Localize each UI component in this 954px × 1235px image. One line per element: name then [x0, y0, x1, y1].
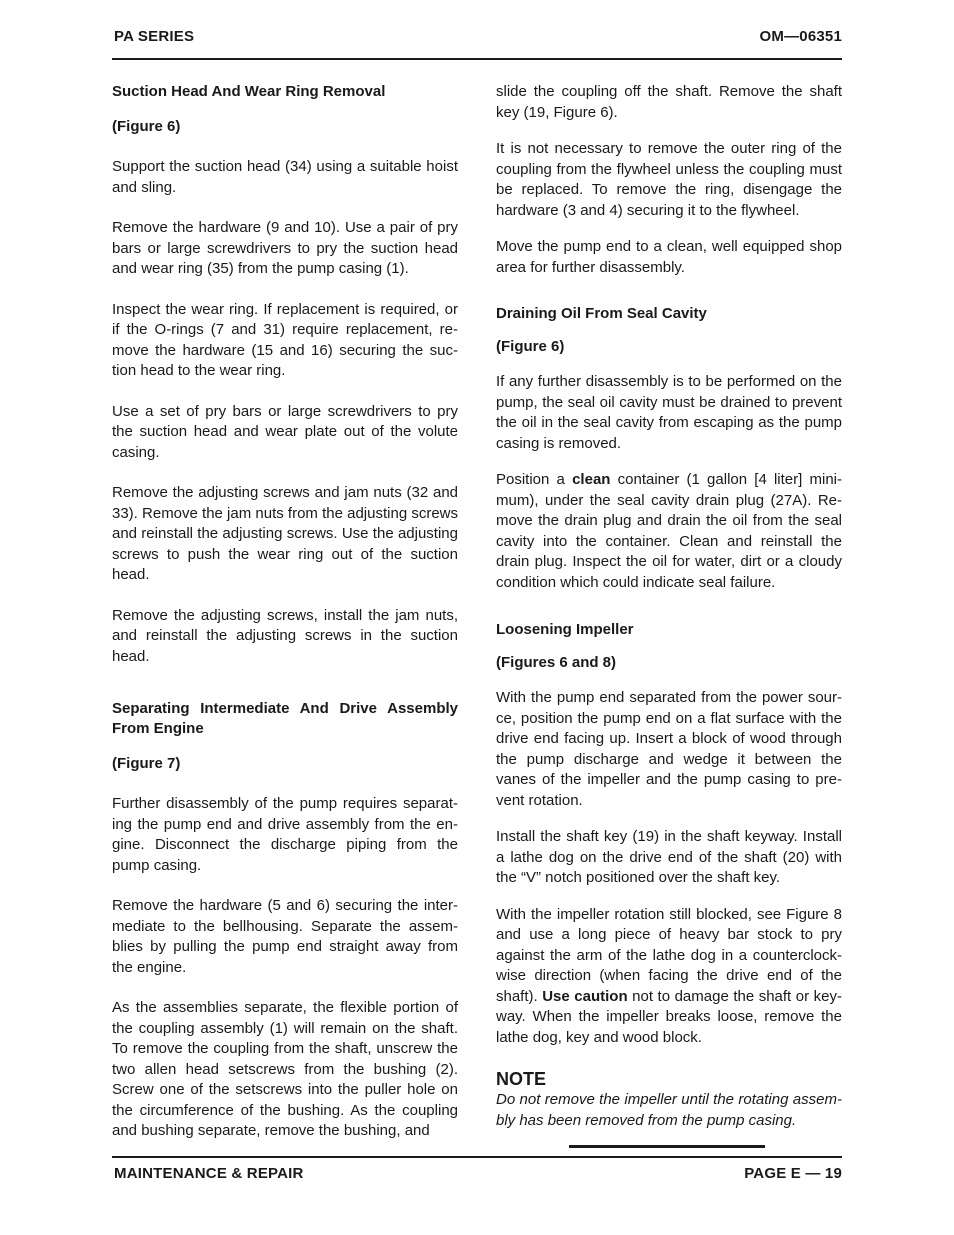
figure-reference: (Figures 6 and 8) [496, 654, 617, 671]
text-run: not to damage the shaft or keyway. When the impeller breaks loose, remove the lathe dog, key and wood block. [496, 987, 842, 1046]
paragraph: With the pump end separated from the power source, position the pump end on a flat surface with the drive end facing up. Insert a block of wood through the pump discharge and wedge it between the vanes of the impeller and the pump casing to prevent rotation. [496, 689, 842, 809]
section-label: MAINTENANCE & REPAIR [114, 1165, 304, 1182]
paragraph [496, 905, 842, 1049]
figure-reference: (Figure 7) [112, 755, 181, 772]
paragraph [496, 470, 842, 593]
series-label: PA SERIES [114, 28, 195, 45]
paragraph: It is not necessary to remove the outer ring of the coupling from the flywheel unless the coupling must be replaced. To remove the ring, disengage the hardware (3 and 4) securing it to the flywheel. [496, 140, 842, 219]
section-heading-separating-assembly: Separating Intermediate And Drive Assembly From Engine [112, 700, 458, 737]
left-column [112, 82, 458, 1142]
paragraph: Use a set of pry bars or large screwdrivers to pry the suction head and wear plate out of the volute casing. [112, 402, 458, 461]
paragraph: Move the pump end to a clean, well equipped shop area for further disassembly. [496, 238, 842, 276]
note-title: NOTE [496, 1069, 547, 1089]
page-header [112, 28, 842, 52]
paragraph: Install the shaft key (19) in the shaft keyway. Install a lathe dog on the drive end of the shaft (20) with the “V” notch positioned over the shaft key. [496, 828, 842, 886]
note-text: Do not remove the impeller until the rotating assembly has been removed from the pump casing. [496, 1091, 842, 1129]
footer-rule [112, 1156, 842, 1158]
paragraph: Support the suction head (34) using a suitable hoist and sling. [112, 158, 458, 196]
text-run: With the impeller rotation still blocked, see Figure 8 and use a long piece of heavy bar stock to pry against the arm of the lathe dog in a counterclockwise direction (when facing the drive end of the shaft). [496, 905, 842, 1005]
paragraph: Remove the adjusting screws and jam nuts (32 and 33). Remove the jam nuts from the adjusting screws and reinstall the adjusting screws. Use the adjusting screws to push the wear ring out of the suction head. [112, 484, 458, 583]
paragraph: Remove the hardware (9 and 10). Use a pair of pry bars or large screwdrivers to pry the suction head and wear ring (35) from the pump casing (1). [112, 219, 458, 277]
text-run: Position a [496, 471, 573, 488]
header-rule [112, 58, 842, 60]
note-rule [569, 1145, 765, 1148]
right-column [496, 82, 842, 1148]
section-heading-loosening-impeller: Loosening Impeller [496, 621, 634, 638]
paragraph: If any further disassembly is to be performed on the pump, the seal oil cavity must be drained to prevent the oil in the seal cavity from escaping as the pump casing is removed. [496, 373, 842, 452]
figure-reference: (Figure 6) [496, 338, 565, 355]
paragraph: As the assemblies separate, the flexible portion of the coupling assembly (1) will remain on the shaft. To remove the coupling from the shaft, unscrew the two allen head setscrews from the bushing (2). Screw one of the setscrews into the puller hole on the circumference of the bushing. As the coupling and bushing separate, remove the bushing, and [112, 999, 458, 1139]
document-number: OM—06351 [759, 28, 842, 45]
emphasis-clean: clean [572, 471, 611, 488]
section-heading-draining-oil: Draining Oil From Seal Cavity [496, 305, 707, 322]
section-heading-suction-head: Suction Head And Wear Ring Removal [112, 83, 386, 100]
figure-reference: (Figure 6) [112, 118, 181, 135]
page-number: PAGE E — 19 [744, 1165, 842, 1182]
paragraph: Further disassembly of the pump requires separating the pump end and drive assembly from the engine. Disconnect the discharge piping from the pump casing. [112, 795, 458, 874]
paragraph: Remove the adjusting screws, install the jam nuts, and reinstall the adjusting screws in the suction head. [112, 606, 458, 665]
paragraph: Remove the hardware (5 and 6) securing the intermediate to the bellhousing. Separate the assemblies by pulling the pump end straight away from the engine. [112, 897, 458, 976]
paragraph: Inspect the wear ring. If replacement is required, or if the O-rings (7 and 31) require replacement, remove the hardware (15 and 16) securing the suction head to the wear ring. [112, 300, 458, 379]
paragraph: slide the coupling off the shaft. Remove the shaft key (19, Figure 6). [496, 83, 842, 121]
emphasis-use-caution: Use caution [542, 987, 628, 1005]
text-run: container (1 gallon [4 liter] minimum), under the seal cavity drain plug (27A). Remove the drain plug and drain the oil from the seal cavity into the container. Clean and reinstall the drain plug. Inspect the oil for water, dirt or a cloudy condition which could indicate seal failure. [496, 471, 843, 591]
page-footer [112, 1165, 842, 1189]
